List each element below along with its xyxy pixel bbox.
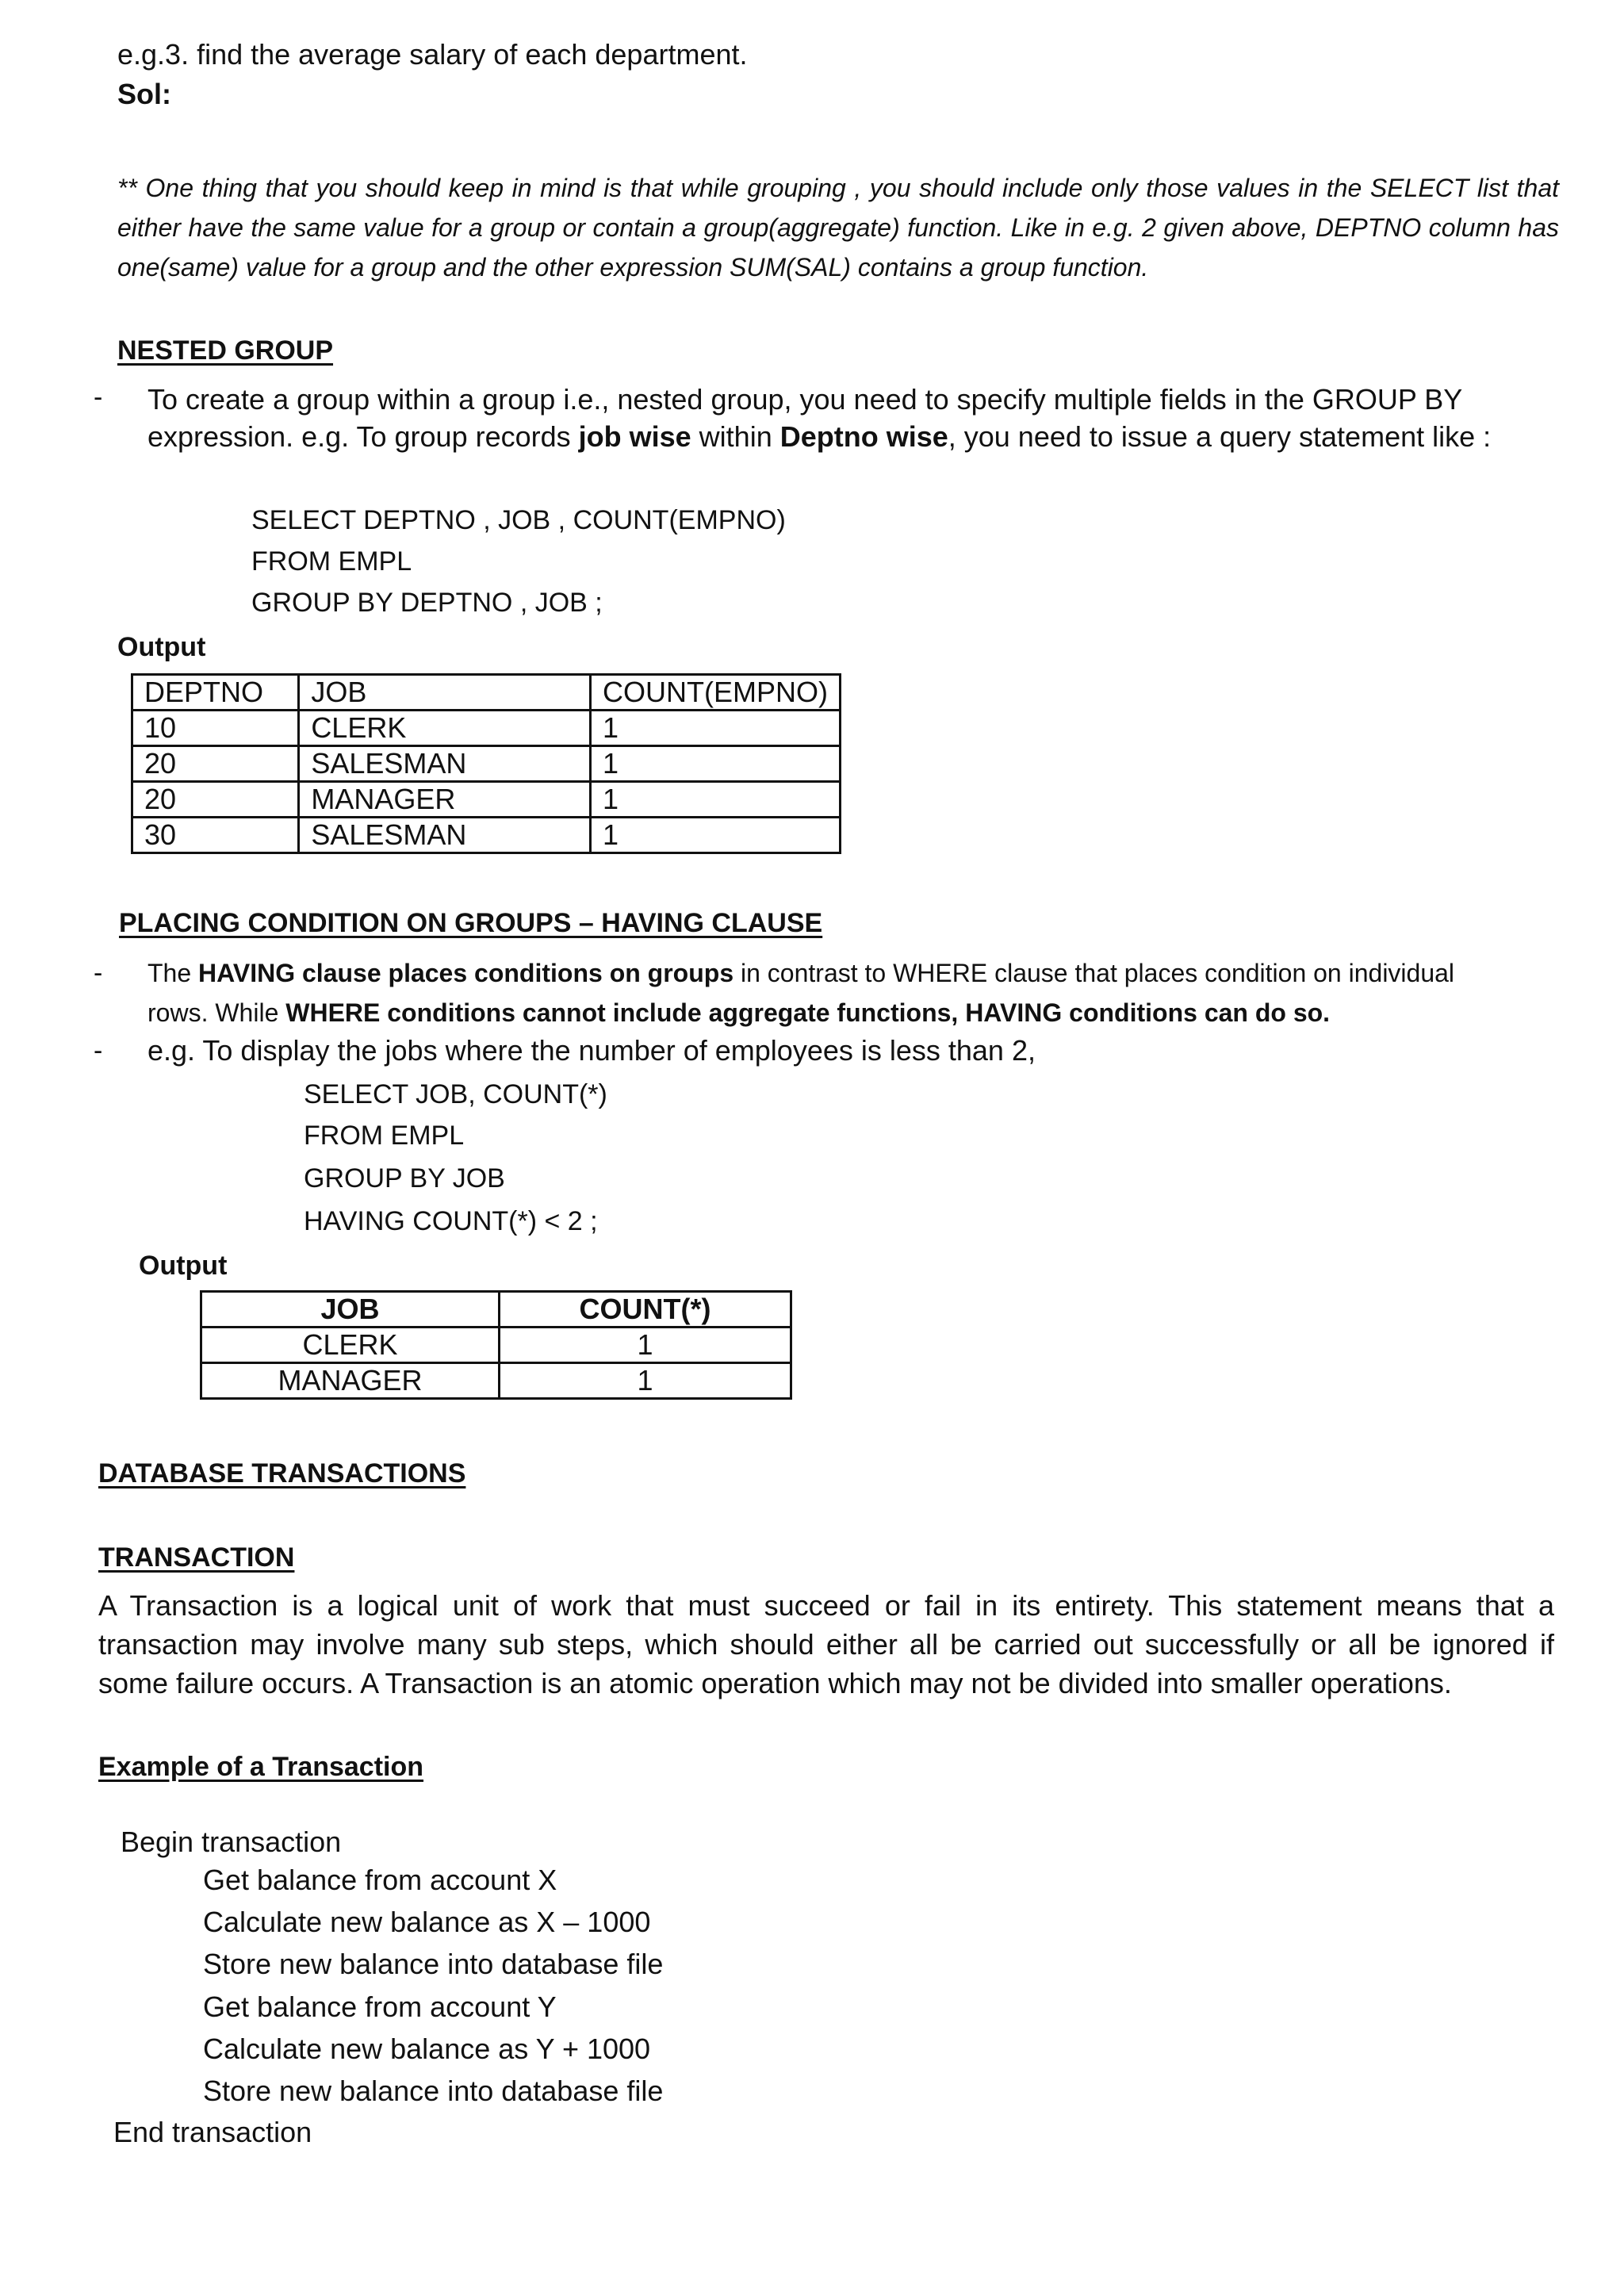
- table-cell: 1: [591, 782, 841, 818]
- transaction-step: Calculate new balance as Y + 1000: [203, 2033, 651, 2065]
- table-cell: 1: [591, 818, 841, 853]
- table-cell: CLERK: [201, 1328, 500, 1363]
- nested-output-label: Output: [117, 632, 206, 662]
- transaction-step: Get balance from account Y: [203, 1990, 557, 2023]
- column-header: JOB: [299, 675, 591, 711]
- question-text: e.g.3. find the average salary of each department.: [117, 38, 748, 71]
- table-cell: SALESMAN: [299, 746, 591, 782]
- transaction-subheading: TRANSACTION: [98, 1542, 295, 1573]
- table-cell: 30: [132, 818, 299, 853]
- bullet-dash: -: [94, 958, 103, 988]
- nested-group-heading: NESTED GROUP: [117, 335, 334, 366]
- having-query-line-3: GROUP BY JOB: [304, 1163, 505, 1193]
- having-example-text: e.g. To display the jobs where the number of employees is less than 2,: [147, 1034, 1036, 1067]
- having-output-table: [200, 1290, 792, 1400]
- table-cell: CLERK: [299, 711, 591, 746]
- transaction-step: Calculate new balance as X – 1000: [203, 1906, 651, 1938]
- table-cell: 1: [591, 746, 841, 782]
- transaction-step: Store new balance into database file: [203, 2075, 664, 2107]
- table-cell: 1: [591, 711, 841, 746]
- having-query-line-4: HAVING COUNT(*) < 2 ;: [304, 1206, 598, 1236]
- table-row: [132, 818, 841, 853]
- having-output-label: Output: [139, 1251, 228, 1281]
- nested-query-line-2: FROM EMPL: [251, 546, 412, 577]
- column-header: COUNT(EMPNO): [591, 675, 841, 711]
- table-row: [132, 782, 841, 818]
- sol-label: Sol:: [117, 78, 171, 110]
- grouping-note: ** One thing that you should keep in mind is that while grouping , you should include only those values in the SELECT list that either have the same value for a group or contain a group(aggregate) function. Like in e.g. 2 given above, DEPTNO column has one(same) value for a group and the other expression SUM(SAL) contains a group function.: [117, 174, 1559, 282]
- table-cell: 20: [132, 746, 299, 782]
- table-cell: 1: [500, 1363, 791, 1399]
- table-row: [201, 1363, 791, 1399]
- column-header: COUNT(*): [500, 1292, 791, 1328]
- nested-output-table: [131, 673, 841, 854]
- example-heading: Example of a Transaction: [98, 1752, 424, 1782]
- table-row: [132, 711, 841, 746]
- transaction-definition: A Transaction is a logical unit of work that must succeed or fail in its entirety. This statement means that a transaction may involve many sub steps, which should either all be carried out successfully or all be ignored if some failure occurs. A Transaction is an atomic operation which may not be divided into smaller operations.: [98, 1589, 1554, 1699]
- table-cell: 20: [132, 782, 299, 818]
- having-heading: PLACING CONDITION ON GROUPS – HAVING CLAUSE: [119, 908, 823, 938]
- begin-transaction: Begin transaction: [121, 1826, 342, 1858]
- having-description: The HAVING clause places conditions on groups in contrast to WHERE clause that places condition on individual rows. While WHERE conditions cannot include aggregate functions, HAVING conditions can do so.: [147, 959, 1455, 1027]
- bullet-dash: -: [94, 1036, 103, 1066]
- having-query-line-1: SELECT JOB, COUNT(*): [304, 1079, 607, 1109]
- table-header-row: [201, 1292, 791, 1328]
- having-query-line-2: FROM EMPL: [304, 1121, 465, 1151]
- table-row: [201, 1328, 791, 1363]
- transaction-step: Get balance from account X: [203, 1864, 557, 1896]
- nested-query-line-3: GROUP BY DEPTNO , JOB ;: [251, 588, 603, 618]
- table-cell: 10: [132, 711, 299, 746]
- bullet-dash: -: [94, 382, 103, 412]
- table-cell: 1: [500, 1328, 791, 1363]
- table-header-row: [132, 675, 841, 711]
- nested-query-line-1: SELECT DEPTNO , JOB , COUNT(EMPNO): [251, 505, 786, 535]
- table-cell: MANAGER: [299, 782, 591, 818]
- transactions-heading: DATABASE TRANSACTIONS: [98, 1458, 466, 1488]
- column-header: DEPTNO: [132, 675, 299, 711]
- transaction-step: Store new balance into database file: [203, 1948, 664, 1980]
- table-cell: SALESMAN: [299, 818, 591, 853]
- nested-group-text: To create a group within a group i.e., nested group, you need to specify multiple fields in the GROUP BY expression. e.g. To group records job wise within Deptno wise, you need to issue a query statement like :: [147, 383, 1492, 453]
- table-row: [132, 746, 841, 782]
- end-transaction: End transaction: [113, 2116, 312, 2148]
- table-cell: MANAGER: [201, 1363, 500, 1399]
- column-header: JOB: [201, 1292, 500, 1328]
